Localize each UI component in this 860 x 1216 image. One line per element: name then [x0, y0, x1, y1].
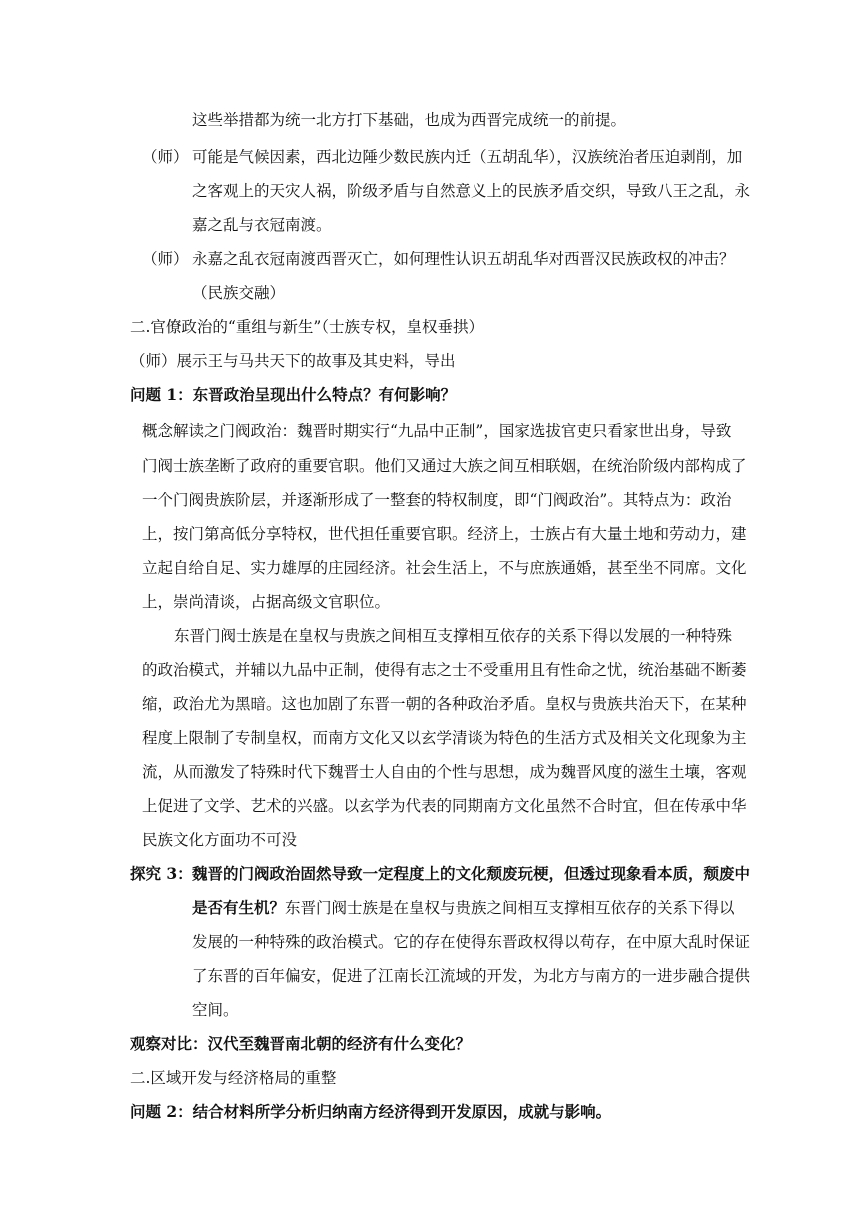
explore3-line-3: 发展的一种特殊的政治模式。它的存在使得东晋政权得以苟存，在中原大乱时保证 [192, 933, 751, 951]
explore3-normal-line-2: 东晋门阀士族是在皇权与贵族之间相互支撑相互依存的关系下得以 [285, 899, 735, 917]
observe-compare: 观察对比：汉代至魏晋南北朝的经济有什么变化？ [130, 1034, 472, 1053]
teacher1-line-1: 可能是气候因素，西北边陲少数民族内迁（五胡乱华），汉族统治者压迫剥削，加 [192, 148, 743, 166]
eastjin-line-3: 缩，政治尤为黑暗。这也加剧了东晋一朝的各种政治矛盾。皇权与贵族共治天下，在某种 [142, 695, 747, 713]
teacher-tag: （师） [142, 148, 189, 166]
explore3-line-4: 了东晋的百年偏安，促进了江南长江流域的开发，为北方与南方的一进步融合提供 [192, 967, 751, 985]
teacher-tag: （师） [142, 250, 189, 268]
eastjin-line-7: 民族文化方面功不可没 [142, 831, 298, 849]
teacher1-line-2: 之客观上的天灾人祸，阶级矛盾与自然意义上的民族矛盾交织，导致八王之乱，永 [192, 182, 751, 200]
section-heading-bureaucracy: 二.官僚政治的“重组与新生”（士族专权，皇权垂拱） [130, 318, 485, 336]
teacher1-line-3: 嘉之乱与衣冠南渡。 [192, 216, 332, 234]
eastjin-line-2: 的政治模式，并辅以九品中正制，使得有志之士不受重用且有性命之忧，统治基础不断萎 [142, 661, 747, 679]
eastjin-line-4: 程度上限制了专制皇权，而南方文化又以玄学清谈为特色的生活方式及相关文化现象为主 [142, 729, 747, 747]
explore3-bold-line-1: 魏晋的门阀政治固然导致一定程度上的文化颓废玩梗，但透过现象看本质，颓废中 [192, 864, 751, 883]
concept-line-1: 概念解读之门阀政治：魏晋时期实行“九品中正制”，国家选拔官吏只看家世出身，导致 [142, 422, 732, 440]
eastjin-line-1: 东晋门阀士族是在皇权与贵族之间相互支撑相互依存的关系下得以发展的一种特殊 [174, 627, 733, 645]
question-2: 问题 2：结合材料所学分析归纳南方经济得到开发原因，成就与影响。 [130, 1102, 612, 1121]
intro-tail-line: 这些举措都为统一北方打下基础，也成为西晋完成统一的前提。 [192, 111, 627, 129]
eastjin-line-6: 上促进了文学、艺术的兴盛。以玄学为代表的同期南方文化虽然不合时宜，但在传承中华 [142, 797, 747, 815]
concept-line-3: 一个门阀贵族阶层，并逐渐形成了一整套的特权制度，即“门阀政治”。其特点为：政治 [142, 491, 732, 509]
question-1: 问题 1：东晋政治呈现出什么特点？有何影响？ [130, 385, 457, 404]
teacher2-answer: （民族交融） [192, 284, 286, 302]
concept-line-4: 上，按门第高低分享特权，世代担任重要官职。经济上，士族占有大量土地和劳动力，建 [142, 525, 747, 543]
teacher3-line: （师）展示王与马共天下的故事及其史料，导出 [130, 352, 456, 370]
explore3-line-5: 空间。 [192, 1001, 239, 1019]
concept-line-6: 上，崇尚清谈，占据高级文官职位。 [142, 593, 391, 611]
explore3-line-2 [192, 892, 735, 925]
concept-line-5: 立起自给自足、实力雄厚的庄园经济。社会生活上，不与庶族通婚，甚至坐不同席。文化 [142, 559, 747, 577]
section-heading-economy: 二.区域开发与经济格局的重整 [130, 1069, 337, 1087]
explore3-tag: 探究 3： [130, 864, 193, 883]
teacher2-line: 永嘉之乱衣冠南渡西晋灭亡，如何理性认识五胡乱华对西晋汉民族政权的冲击？ [192, 250, 735, 268]
explore3-bold-line-2: 是否有生机？ [192, 898, 286, 917]
concept-line-2: 门阀士族垄断了政府的重要官职。他们又通过大族之间互相联姻，在统治阶级内部构成了 [142, 457, 747, 475]
eastjin-line-5: 流，从而激发了特殊时代下魏晋士人自由的个性与思想，成为魏晋风度的滋生土壤，客观 [142, 763, 747, 781]
